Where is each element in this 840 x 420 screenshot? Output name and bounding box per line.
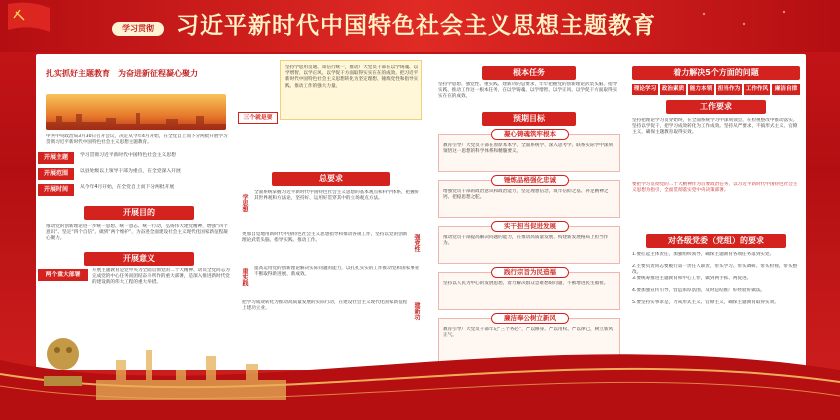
levels-heading: 对各级党委（党组）的要求 — [646, 234, 786, 248]
goal-title: 凝心铸魂筑牢根本 — [491, 129, 569, 140]
goal-text: 教育引导广大党员干部在原原本本学、全面系统学、深入思考学、联系实际学中深刻领悟这一思想的科学体系和精髓要义。 — [443, 143, 613, 155]
chip: 能力本领 — [688, 84, 714, 95]
purpose-heading: 开展目的 — [84, 206, 194, 220]
goal-card — [438, 222, 620, 264]
task-text: 坚持学思想、强党性、重实践、建新功的总要求，牢牢把握党的创新理论武装头脑、指导实践、推动工作这一根本任务，在以学铸魂、以学增智、以学正风、以学促干方面取得实实在在的成效。 — [438, 82, 618, 100]
goal-title: 廉洁奉公树立新风 — [491, 313, 569, 324]
goal-text: 增强党员干部的政治意识和政治能力，坚定理想信念，筑牢信仰之基、补足精神之钙、把稳思想之舵。 — [443, 189, 609, 201]
info-row-scope — [36, 168, 236, 182]
column-work — [626, 54, 806, 370]
goal-card — [438, 176, 620, 218]
goal-title: 锤炼品格强化忠诚 — [491, 175, 569, 186]
info-text: 以县处级以上领导干部为重点，在全党深入开展 — [80, 169, 181, 174]
info-label: 开展时间 — [38, 184, 74, 196]
info-label: 开展主题 — [38, 152, 74, 164]
problem-heading: 着力解决5个方面的问题 — [632, 66, 800, 80]
chip: 政治素质 — [660, 84, 686, 95]
info-text: 学习贯彻习近平新时代中国特色社会主义思想 — [80, 153, 176, 158]
req-label-3: 重实践 — [241, 268, 248, 286]
content-area — [36, 54, 806, 370]
goal-text: 坚持以人民为中心的发展思想，着力解决群众急难愁盼问题，不断增进民生福祉。 — [443, 281, 609, 286]
work-text: 坚持把理论学习贯穿始终，在全面系统学习中深刻领会、在检视整改中推动落实。坚持以学促干，把学习成效转化为工作成效。坚持从严要求，不搞形式主义、官僚主义，确保主题教育取得实效。 — [632, 118, 798, 136]
city-photo — [46, 94, 226, 130]
column-requirements — [236, 54, 426, 370]
info-row-time — [36, 184, 236, 198]
goal-card — [438, 268, 620, 310]
stone-lion-icon — [38, 332, 88, 388]
req-label-1: 学思想 — [241, 194, 248, 212]
goal-text: 推动党员干部提高解决问题的能力，在推动高质量发展、构建新发展格局上担当作为。 — [443, 235, 609, 247]
skyline-icon — [46, 110, 226, 130]
column-overview — [36, 54, 236, 370]
level-item: 3.要统筹推进主题教育和中心工作，做到两手抓、两促进。 — [632, 276, 752, 281]
purpose-text: 推动党的创新理论进一步统一思想、统一意志、统一行动，弘扬伟大建党精神，增强“四个意识”、坚定“四个自信”、做到“两个维护”，为奋进全面建设社会主义现代化国家新征程凝心聚力。 — [46, 224, 228, 242]
work-red-text: 要把学习贯彻党的二十大精神作为首要政治任务，以习近平新时代中国特色社会主义思想为指引，全面贯彻落实党中央决策部署。 — [632, 182, 798, 194]
goal-title: 践行宗旨为民造福 — [491, 267, 569, 278]
meaning-text: 开展主题教育是党中央为全面贯彻党的二十大精神、动员全党同志为完成党的中心任务而团结奋斗所作的重大部署，是深入推进新时代党的建设新的伟大工程的重大举措。 — [92, 268, 230, 286]
main-title: 习近平新时代中国特色社会主义思想主题教育 — [176, 13, 656, 39]
goal-text: 教育引导广大党员干部牢记“三个务必”，严以修身、严以用权、严以律己，树立新风正气。 — [443, 327, 614, 339]
meaning-label: 两个重大部署 — [38, 269, 88, 281]
req-text-3: 提高运用党的创新理论解决实际问题的能力，以扎扎实实的工作推动党和国家事业不断取得新进展、新成效。 — [254, 266, 420, 278]
level-item: 2.主要负责同志要履行第一责任人职责，带头学习、带头调研、带头检视、带头整改。 — [632, 264, 798, 276]
party-flag-icon — [6, 2, 52, 36]
chip: 工作作风 — [744, 84, 770, 95]
req-label-2: 强党性 — [413, 234, 420, 252]
note-text: 坚持学思用贯通、知信行统一，推动广大党员干部在以学铸魂、以学增智、以学正风、以学促干方面取得实实在在的成效。把习近平新时代中国特色社会主义思想转化为坚定理想、锤炼党性和指导实践、推动工作的强大力量。 — [285, 65, 419, 89]
level-item: 5.要坚持实事求是，力戒形式主义、官僚主义，确保主题教育取得实效。 — [632, 300, 779, 305]
general-requirements-heading: 总要求 — [272, 172, 390, 186]
intro-text: 中共中央政治局3月30日召开会议，决定从今年4月开始，在全党自上而下分两批开展学习贯彻习近平新时代中国特色社会主义思想主题教育。 — [46, 134, 228, 146]
info-row-theme — [36, 152, 236, 166]
goal-title: 实干担当促进发展 — [491, 221, 569, 232]
info-label: 开展范围 — [38, 168, 74, 180]
goal-heading: 预期目标 — [482, 112, 576, 126]
level-item: 4.要加强宣传引导，营造浓厚氛围，及时总结推广好经验好做法。 — [632, 288, 766, 293]
task-heading: 根本任务 — [482, 66, 576, 80]
chip: 廉洁自律 — [772, 84, 800, 95]
cityscape-icon — [96, 340, 286, 400]
three-requirements-badge: 三个就是要 — [238, 112, 278, 124]
note-box — [280, 60, 422, 120]
slogan: 扎实抓好主题教育 为奋进新征程凝心聚力 — [46, 69, 198, 78]
chip: 担当作为 — [716, 84, 742, 95]
req-text-2: 更加自觉地用新时代中国特色社会主义思想指导和推动各项工作，坚持以党的创新理论武装头脑、指导实践、推动工作。 — [242, 232, 408, 244]
meaning-heading: 开展意义 — [84, 252, 194, 266]
req-label-4: 建新功 — [413, 302, 420, 320]
info-text: 从今年4月开始，在全党自上而下分两批开展 — [80, 185, 175, 190]
column-tasks — [426, 54, 626, 370]
level-item: 1.要扛起主体责任，加强组织领导，确保主题教育各项任务落到实处。 — [632, 252, 775, 257]
goal-card — [438, 130, 620, 172]
req-text-1: 全面系统掌握习近平新时代中国特色社会主义思想的基本观点和科学体系，把握好其世界观和方法论，坚持好、运用好贯穿其中的立场观点方法。 — [254, 190, 420, 202]
chip: 理论学习 — [632, 84, 658, 95]
decorative-dots-icon — [684, 4, 804, 44]
req-text-4: 把学习成效转化为推动高质量发展的实际行动，在建设社会主义现代化国家新征程上建功立业。 — [242, 300, 408, 312]
work-heading: 工作要求 — [666, 100, 766, 114]
study-tag: 学习贯彻 — [112, 22, 164, 36]
